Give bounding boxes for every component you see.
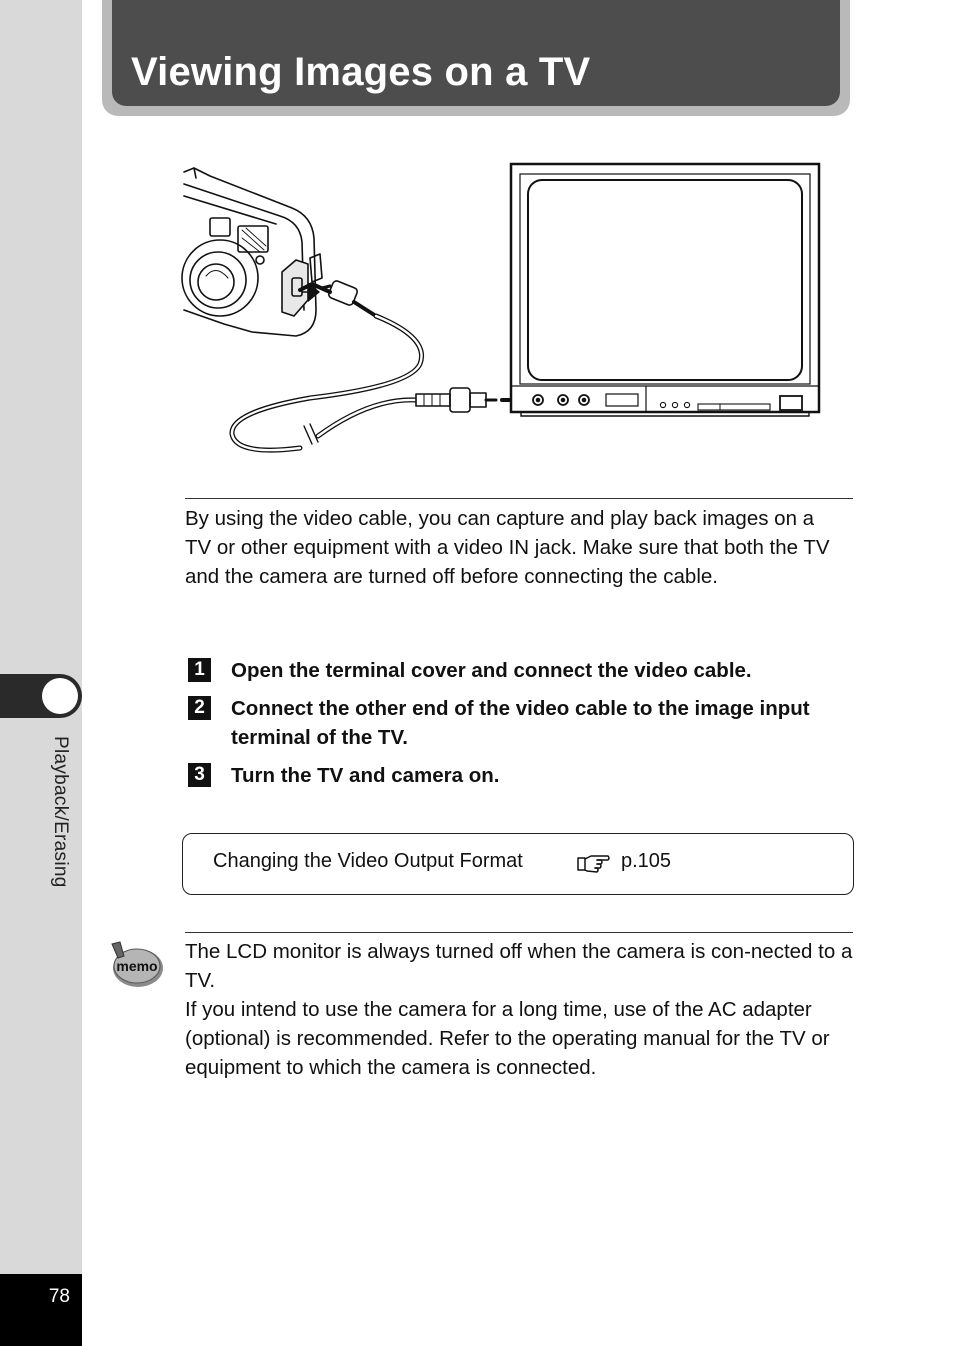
step-text: Open the terminal cover and connect the video cable. xyxy=(231,659,752,682)
memo-text xyxy=(185,937,853,1082)
step-number: 3 xyxy=(188,763,211,787)
page-number-box xyxy=(0,1274,82,1346)
pointing-hand-icon xyxy=(575,848,611,876)
step-number: 1 xyxy=(188,658,211,682)
sidebar xyxy=(0,0,82,1346)
memo-line: The LCD monitor is always turned off when the camera is con-nected to a TV. xyxy=(185,940,853,992)
chapter-label: Playback/Erasing xyxy=(50,736,71,888)
tv-icon xyxy=(511,164,819,416)
step-text: Connect the other end of the video cable to the image input terminal of the TV. xyxy=(231,697,810,749)
memo-icon xyxy=(106,938,166,990)
memo-icon-label: memo xyxy=(116,958,158,974)
memo-line: If you intend to use the camera for a long time, use of the AC adapter (optional) is recommended. Refer to the operating manual for the TV or equipment to which the camera is connected. xyxy=(185,998,830,1079)
page-title: Viewing Images on a TV xyxy=(131,50,591,94)
reference-page: p.105 xyxy=(621,850,672,872)
step-number: 2 xyxy=(188,696,211,720)
camera-icon xyxy=(182,168,322,336)
section-divider xyxy=(185,498,853,499)
camera-tv-connection-illustration xyxy=(180,160,824,456)
page-number: 78 xyxy=(48,1286,70,1307)
memo-divider xyxy=(185,932,853,933)
intro-paragraph: By using the video cable, you can capture and play back images on a TV or other equipment with a video IN jack. Make sure that both the TV and the camera are turned off before connecting the cable. xyxy=(185,507,830,588)
chapter-tab-dot xyxy=(42,678,78,714)
reference-box xyxy=(182,833,854,895)
reference-text: Changing the Video Output Format xyxy=(213,850,523,872)
step-text: Turn the TV and camera on. xyxy=(231,764,500,787)
